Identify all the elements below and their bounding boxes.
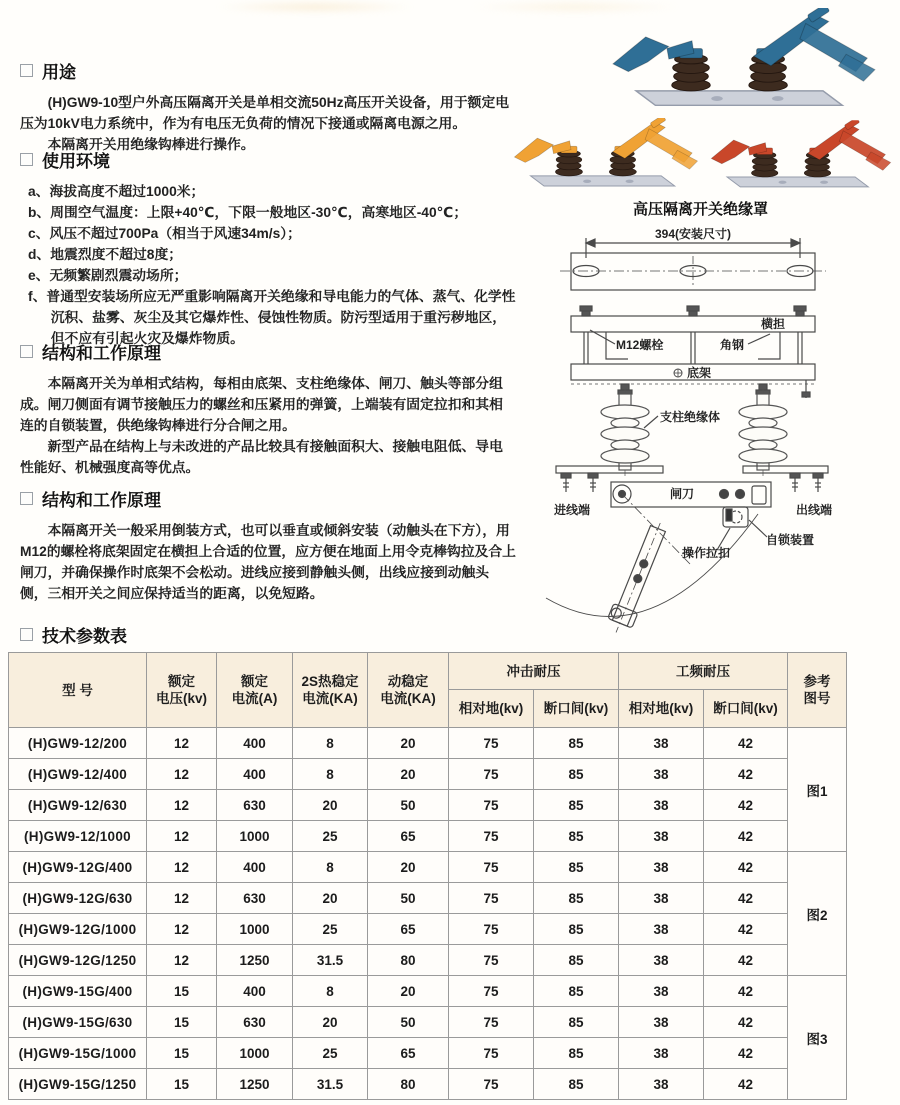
value-cell: 8 — [293, 976, 368, 1007]
incoming-terminal-label: 进线端 — [554, 503, 591, 517]
params-table — [8, 652, 847, 1100]
env-item: b、周围空气温度：上限+40℃，下限一般地区-30℃，高寒地区-40℃； — [28, 205, 468, 220]
checkbox-square-icon — [20, 64, 33, 77]
table-row — [9, 759, 847, 790]
product-photo-blue — [598, 8, 890, 114]
value-cell: 42 — [704, 821, 788, 852]
value-cell: 25 — [293, 821, 368, 852]
model-cell: (H)GW9-12/200 — [9, 728, 147, 759]
value-cell: 1000 — [217, 821, 293, 852]
value-cell: 65 — [368, 914, 449, 945]
checkbox-square-icon — [20, 492, 33, 505]
value-cell: 400 — [217, 728, 293, 759]
value-cell: 50 — [368, 883, 449, 914]
section-structure-2 — [20, 486, 516, 604]
params-table-wrap — [8, 652, 848, 1100]
value-cell: 65 — [368, 1038, 449, 1069]
value-cell: 42 — [704, 976, 788, 1007]
crossarm-label: 横担 — [761, 317, 786, 331]
value-cell: 85 — [534, 883, 619, 914]
usage-paragraph: 本隔离开关用绝缘钩棒进行操作。 — [47, 137, 255, 152]
value-cell: 630 — [217, 790, 293, 821]
value-cell: 42 — [704, 914, 788, 945]
model-cell: (H)GW9-15G/1250 — [9, 1069, 147, 1100]
col-header-pf-ground: 相对地(kv) — [619, 690, 704, 728]
value-cell: 85 — [534, 945, 619, 976]
value-cell: 12 — [147, 759, 217, 790]
section-heading-label: 结构和工作原理 — [42, 491, 161, 510]
table-row — [9, 883, 847, 914]
section-usage — [20, 58, 516, 155]
col-header-impulse-ground: 相对地(kv) — [449, 690, 534, 728]
value-cell: 12 — [147, 883, 217, 914]
col-header-dynamic: 动稳定 电流(KA) — [368, 653, 449, 728]
value-cell: 400 — [217, 976, 293, 1007]
value-cell: 12 — [147, 945, 217, 976]
value-cell: 38 — [619, 1007, 704, 1038]
col-header-impulse: 冲击耐压 — [449, 653, 619, 690]
section-environment — [20, 147, 516, 349]
value-cell: 15 — [147, 976, 217, 1007]
col-header-thermal: 2S热稳定 电流(KA) — [293, 653, 368, 728]
value-cell: 630 — [217, 883, 293, 914]
installation-diagram — [518, 226, 850, 646]
value-cell: 400 — [217, 852, 293, 883]
value-cell: 12 — [147, 821, 217, 852]
value-cell: 12 — [147, 728, 217, 759]
table-row — [9, 728, 847, 759]
scan-artifact — [215, 0, 415, 14]
env-item: a、海拔高度不超过1000米； — [28, 184, 205, 199]
section-structure-1 — [20, 339, 516, 478]
model-cell: (H)GW9-15G/400 — [9, 976, 147, 1007]
figure-ref-cell: 图3 — [788, 976, 847, 1100]
value-cell: 38 — [619, 883, 704, 914]
value-cell: 25 — [293, 914, 368, 945]
value-cell: 75 — [449, 1007, 534, 1038]
value-cell: 85 — [534, 821, 619, 852]
section-heading-label: 技术参数表 — [42, 627, 127, 646]
col-header-pf-break: 断口间(kv) — [704, 690, 788, 728]
value-cell: 50 — [368, 790, 449, 821]
table-row — [9, 1007, 847, 1038]
value-cell: 38 — [619, 914, 704, 945]
usage-paragraph: (H)GW9-10型户外高压隔离开关是单相交流50Hz高压开关设备，用于额定电压为10kV电力系统中，作为有电压无负荷的情况下接通或隔离电源之用。 — [20, 95, 510, 131]
value-cell: 85 — [534, 1038, 619, 1069]
section-heading-label: 使用环境 — [42, 152, 110, 171]
value-cell: 85 — [534, 1007, 619, 1038]
model-cell: (H)GW9-15G/630 — [9, 1007, 147, 1038]
value-cell: 75 — [449, 976, 534, 1007]
value-cell: 20 — [368, 728, 449, 759]
model-cell: (H)GW9-12/630 — [9, 790, 147, 821]
angle-steel-label: 角钢 — [720, 338, 745, 352]
value-cell: 42 — [704, 728, 788, 759]
value-cell: 38 — [619, 1038, 704, 1069]
product-photo-orange — [505, 114, 707, 196]
value-cell: 75 — [449, 914, 534, 945]
col-header-model: 型 号 — [9, 653, 147, 728]
value-cell: 20 — [293, 883, 368, 914]
value-cell: 38 — [619, 821, 704, 852]
env-item: f、普通型安装场所应无严重影响隔离开关绝缘和导电能力的气体、蒸气、化学性沉积、盐雾、灰尘及其它爆炸性、侵蚀性物质。防污型适用于重污秽地区，但不应有引起火灾及爆炸物质。 — [28, 289, 516, 346]
photo-caption: 高压隔离开关绝缘罩 — [632, 201, 768, 218]
structure-paragraph: 新型产品在结构上与未改进的产品比较具有接触面积大、接触电阻低、导电性能好、机械强度高等优点。 — [20, 439, 503, 475]
value-cell: 1000 — [217, 914, 293, 945]
value-cell: 20 — [293, 790, 368, 821]
value-cell: 85 — [534, 1069, 619, 1100]
figure-ref-cell: 图1 — [788, 728, 847, 852]
figure-ref-cell: 图2 — [788, 852, 847, 976]
value-cell: 25 — [293, 1038, 368, 1069]
value-cell: 12 — [147, 852, 217, 883]
value-cell: 20 — [368, 759, 449, 790]
value-cell: 15 — [147, 1038, 217, 1069]
value-cell: 85 — [534, 914, 619, 945]
table-row — [9, 945, 847, 976]
model-cell: (H)GW9-12/400 — [9, 759, 147, 790]
value-cell: 85 — [534, 976, 619, 1007]
section-heading — [20, 147, 516, 172]
structure-paragraph: 本隔离开关为单相式结构，每相由底架、支柱绝缘体、闸刀、触头等部分组成。闸刀侧面有调节接触压力的螺丝和压紧用的弹簧，上端装有固定拉扣和其相连的自锁装置，供绝缘钩棒进行分合闸之用。 — [20, 376, 503, 433]
value-cell: 8 — [293, 852, 368, 883]
value-cell: 38 — [619, 759, 704, 790]
bolt-label: M12螺栓 — [616, 338, 664, 352]
section-heading — [20, 58, 516, 83]
col-header-current: 额定 电流(A) — [217, 653, 293, 728]
value-cell: 1250 — [217, 945, 293, 976]
value-cell: 42 — [704, 759, 788, 790]
value-cell: 38 — [619, 728, 704, 759]
value-cell: 42 — [704, 790, 788, 821]
value-cell: 38 — [619, 790, 704, 821]
section-heading-label: 用途 — [42, 63, 76, 82]
dimension-label: 394(安装尺寸) — [654, 227, 732, 241]
value-cell: 38 — [619, 852, 704, 883]
value-cell: 80 — [368, 1069, 449, 1100]
structure-paragraph: 本隔离开关一般采用倒装方式，也可以垂直或倾斜安装（动触头在下方），用M12的螺栓将底架固定在横担上合适的位置，应方便在地面上用令克棒钩拉及合上闸刀，并确保操作时底架不会松动。进线应接到静触头侧，出线应接到动触头侧，三相开关之间应保持适当的距离，以免短路。 — [20, 523, 516, 601]
model-cell: (H)GW9-12G/630 — [9, 883, 147, 914]
value-cell: 20 — [368, 976, 449, 1007]
value-cell: 31.5 — [293, 945, 368, 976]
table-row — [9, 852, 847, 883]
value-cell: 12 — [147, 914, 217, 945]
value-cell: 85 — [534, 759, 619, 790]
section-heading — [20, 486, 516, 511]
value-cell: 75 — [449, 790, 534, 821]
value-cell: 85 — [534, 728, 619, 759]
section-heading — [20, 339, 516, 364]
section-heading — [20, 622, 516, 647]
base-frame-label: 底架 — [687, 366, 712, 380]
env-item: e、无频繁剧烈震动场所； — [28, 268, 188, 283]
blade-label: 闸刀 — [670, 487, 695, 501]
value-cell: 85 — [534, 852, 619, 883]
insulator-label: 支柱绝缘体 — [660, 410, 721, 424]
table-row — [9, 1069, 847, 1100]
value-cell: 42 — [704, 1069, 788, 1100]
checkbox-square-icon — [20, 628, 33, 641]
value-cell: 75 — [449, 728, 534, 759]
table-row — [9, 821, 847, 852]
col-header-voltage: 额定 电压(kv) — [147, 653, 217, 728]
value-cell: 1250 — [217, 1069, 293, 1100]
value-cell: 42 — [704, 1007, 788, 1038]
value-cell: 75 — [449, 852, 534, 883]
section-params — [20, 622, 516, 656]
outgoing-terminal-label: 出线端 — [796, 503, 833, 517]
table-row — [9, 976, 847, 1007]
pull-buckle-label: 操作拉扣 — [682, 546, 731, 560]
value-cell: 38 — [619, 1069, 704, 1100]
value-cell: 75 — [449, 1069, 534, 1100]
value-cell: 38 — [619, 976, 704, 1007]
model-cell: (H)GW9-15G/1000 — [9, 1038, 147, 1069]
model-cell: (H)GW9-12G/1250 — [9, 945, 147, 976]
value-cell: 20 — [293, 1007, 368, 1038]
checkbox-square-icon — [20, 153, 33, 166]
value-cell: 630 — [217, 1007, 293, 1038]
value-cell: 8 — [293, 728, 368, 759]
value-cell: 15 — [147, 1069, 217, 1100]
value-cell: 1000 — [217, 1038, 293, 1069]
col-header-impulse-break: 断口间(kv) — [534, 690, 619, 728]
env-item: d、地震烈度不超过8度； — [28, 247, 183, 262]
model-cell: (H)GW9-12G/1000 — [9, 914, 147, 945]
model-cell: (H)GW9-12/1000 — [9, 821, 147, 852]
value-cell: 85 — [534, 790, 619, 821]
value-cell: 8 — [293, 759, 368, 790]
table-row — [9, 1038, 847, 1069]
product-photo-red — [702, 117, 900, 196]
value-cell: 42 — [704, 852, 788, 883]
self-lock-label: 自锁装置 — [766, 533, 815, 547]
value-cell: 75 — [449, 945, 534, 976]
model-cell: (H)GW9-12G/400 — [9, 852, 147, 883]
table-row — [9, 914, 847, 945]
table-row — [9, 790, 847, 821]
value-cell: 12 — [147, 790, 217, 821]
col-header-ref: 参考 图号 — [788, 653, 847, 728]
value-cell: 31.5 — [293, 1069, 368, 1100]
value-cell: 400 — [217, 759, 293, 790]
checkbox-square-icon — [20, 345, 33, 358]
value-cell: 65 — [368, 821, 449, 852]
value-cell: 75 — [449, 883, 534, 914]
value-cell: 80 — [368, 945, 449, 976]
value-cell: 75 — [449, 759, 534, 790]
col-header-power-freq: 工频耐压 — [619, 653, 788, 690]
value-cell: 15 — [147, 1007, 217, 1038]
section-heading-label: 结构和工作原理 — [42, 344, 161, 363]
value-cell: 75 — [449, 821, 534, 852]
value-cell: 42 — [704, 945, 788, 976]
value-cell: 20 — [368, 852, 449, 883]
env-item: c、风压不超过700Pa（相当于风速34m/s）； — [28, 226, 301, 241]
value-cell: 42 — [704, 1038, 788, 1069]
value-cell: 42 — [704, 883, 788, 914]
value-cell: 75 — [449, 1038, 534, 1069]
value-cell: 38 — [619, 945, 704, 976]
value-cell: 50 — [368, 1007, 449, 1038]
